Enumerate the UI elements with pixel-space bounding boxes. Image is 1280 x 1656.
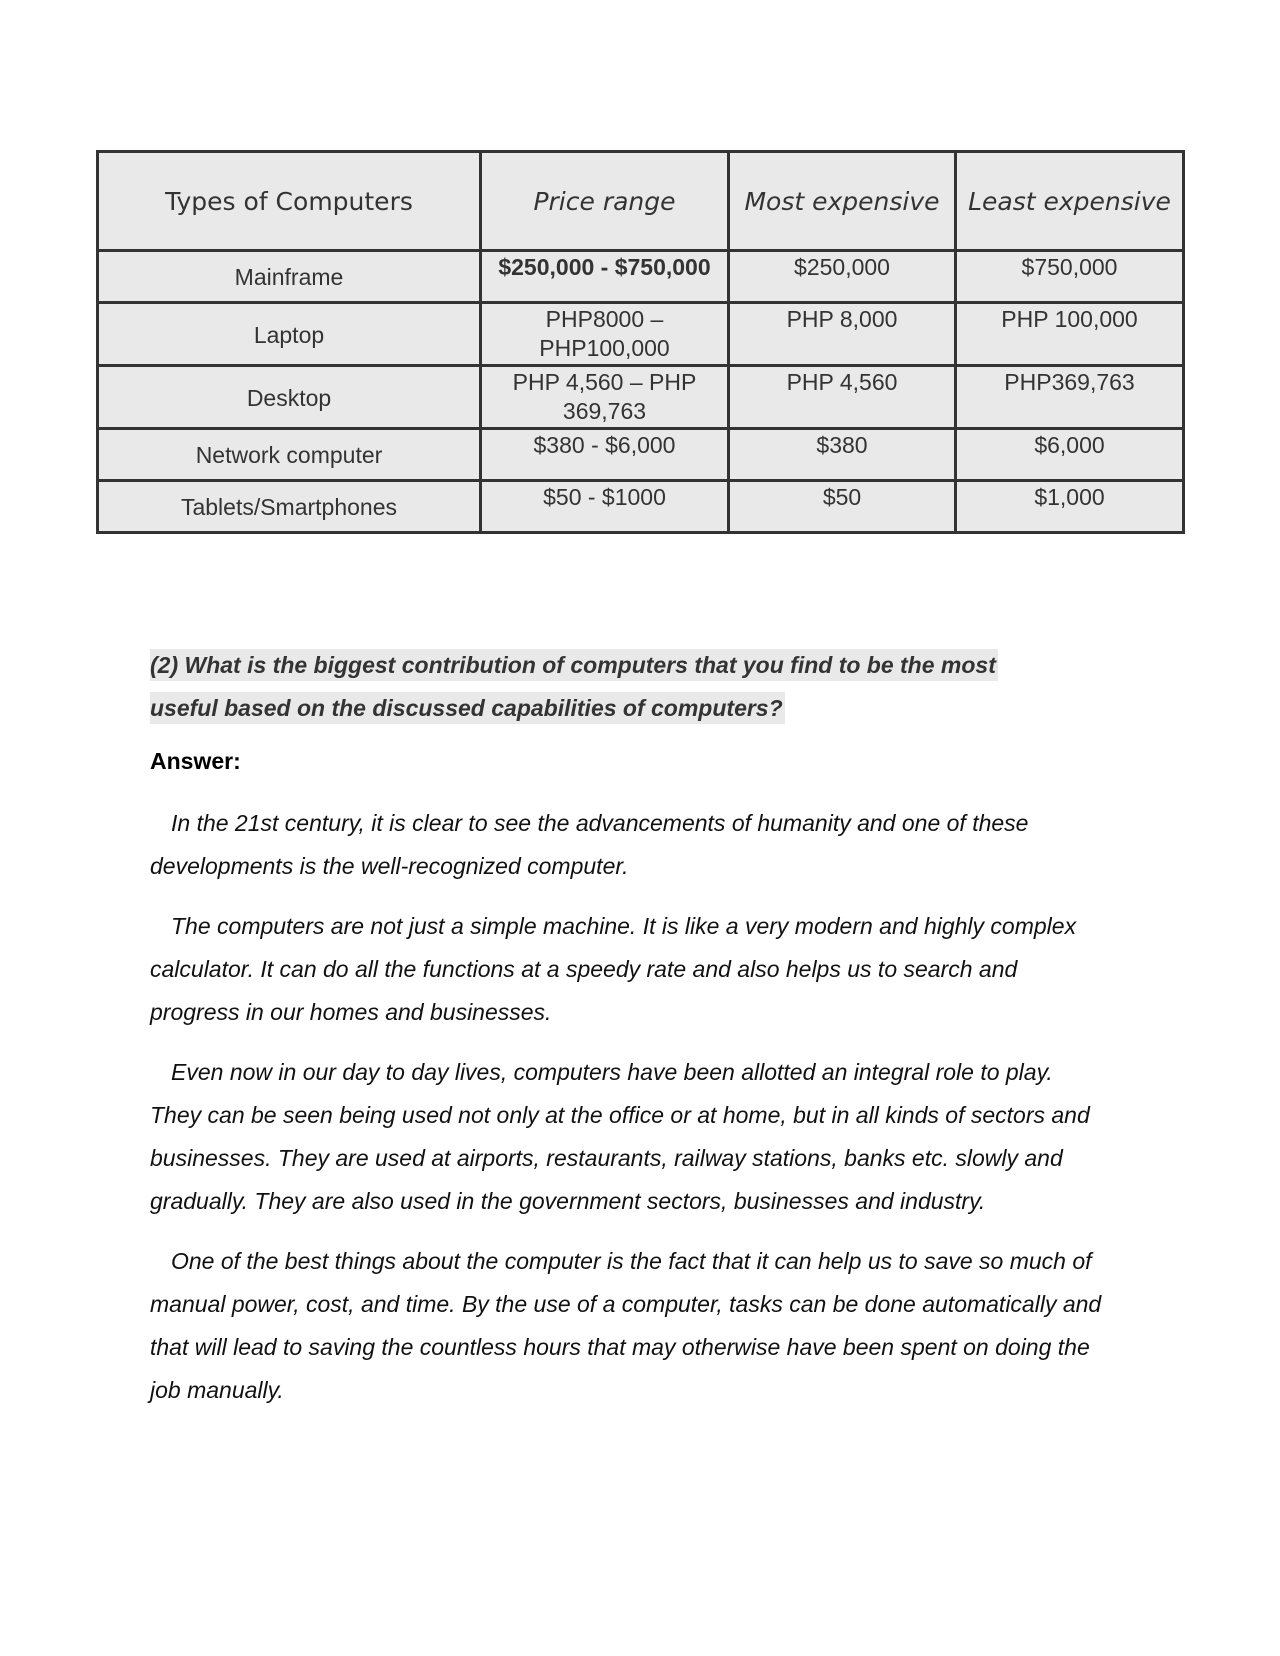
computer-type-cell: Laptop <box>98 303 481 366</box>
question-heading <box>150 644 1050 730</box>
least-expensive-cell: $750,000 <box>956 251 1184 303</box>
header-least-expensive: Least expensive <box>956 152 1184 251</box>
table-row <box>98 429 1184 481</box>
most-expensive-cell: $380 <box>729 429 956 481</box>
computer-type-cell: Mainframe <box>98 251 481 303</box>
price-range-cell: $250,000 - $750,000 <box>481 251 729 303</box>
computer-price-table <box>96 150 1185 534</box>
most-expensive-cell: $250,000 <box>729 251 956 303</box>
table-header-row <box>98 152 1184 251</box>
answer-paragraph: The computers are not just a simple machine. It is like a very modern and highly complex calculator. It can do all the functions at a speedy rate and also helps us to search and progress in our homes and businesses. <box>150 913 1077 1025</box>
header-price-range: Price range <box>481 152 729 251</box>
answer-label: Answer: <box>150 748 241 774</box>
table-row <box>98 366 1184 429</box>
computer-type-cell: Desktop <box>98 366 481 429</box>
price-range-cell: $50 - $1000 <box>481 481 729 533</box>
answer-paragraph: In the 21st century, it is clear to see the advancements of humanity and one of these developments is the well-recognized computer. <box>150 810 1029 879</box>
answer-paragraph: One of the best things about the computer is the fact that it can help us to save so much of manual power, cost, and time. By the use of a computer, tasks can be done automatically and that will lead to saving the countless hours that may otherwise have been spent on doing the job manually. <box>150 1248 1102 1403</box>
table-row <box>98 251 1184 303</box>
price-range-cell: PHP8000 – PHP100,000 <box>481 303 729 366</box>
table-row <box>98 303 1184 366</box>
most-expensive-cell: $50 <box>729 481 956 533</box>
least-expensive-cell: $6,000 <box>956 429 1184 481</box>
answer-paragraph: Even now in our day to day lives, computers have been allotted an integral role to play. They can be seen being used not only at the office or at home, but in all kinds of sectors and businesses. They are used at airports, restaurants, railway stations, banks etc. slowly and gradually. They are also used in the government sectors, businesses and industry. <box>150 1059 1090 1214</box>
price-range-cell: $380 - $6,000 <box>481 429 729 481</box>
computer-type-cell: Network computer <box>98 429 481 481</box>
most-expensive-cell: PHP 8,000 <box>729 303 956 366</box>
least-expensive-cell: $1,000 <box>956 481 1184 533</box>
question-text: (2) What is the biggest contribution of computers that you find to be the most useful based on the discussed capabilities of computers? <box>150 649 998 724</box>
least-expensive-cell: PHP 100,000 <box>956 303 1184 366</box>
answer-body <box>150 802 1110 1429</box>
price-range-cell: PHP 4,560 – PHP 369,763 <box>481 366 729 429</box>
header-types-of-computers: Types of Computers <box>98 152 481 251</box>
least-expensive-cell: PHP369,763 <box>956 366 1184 429</box>
most-expensive-cell: PHP 4,560 <box>729 366 956 429</box>
header-most-expensive: Most expensive <box>729 152 956 251</box>
table-row <box>98 481 1184 533</box>
computer-type-cell: Tablets/Smartphones <box>98 481 481 533</box>
